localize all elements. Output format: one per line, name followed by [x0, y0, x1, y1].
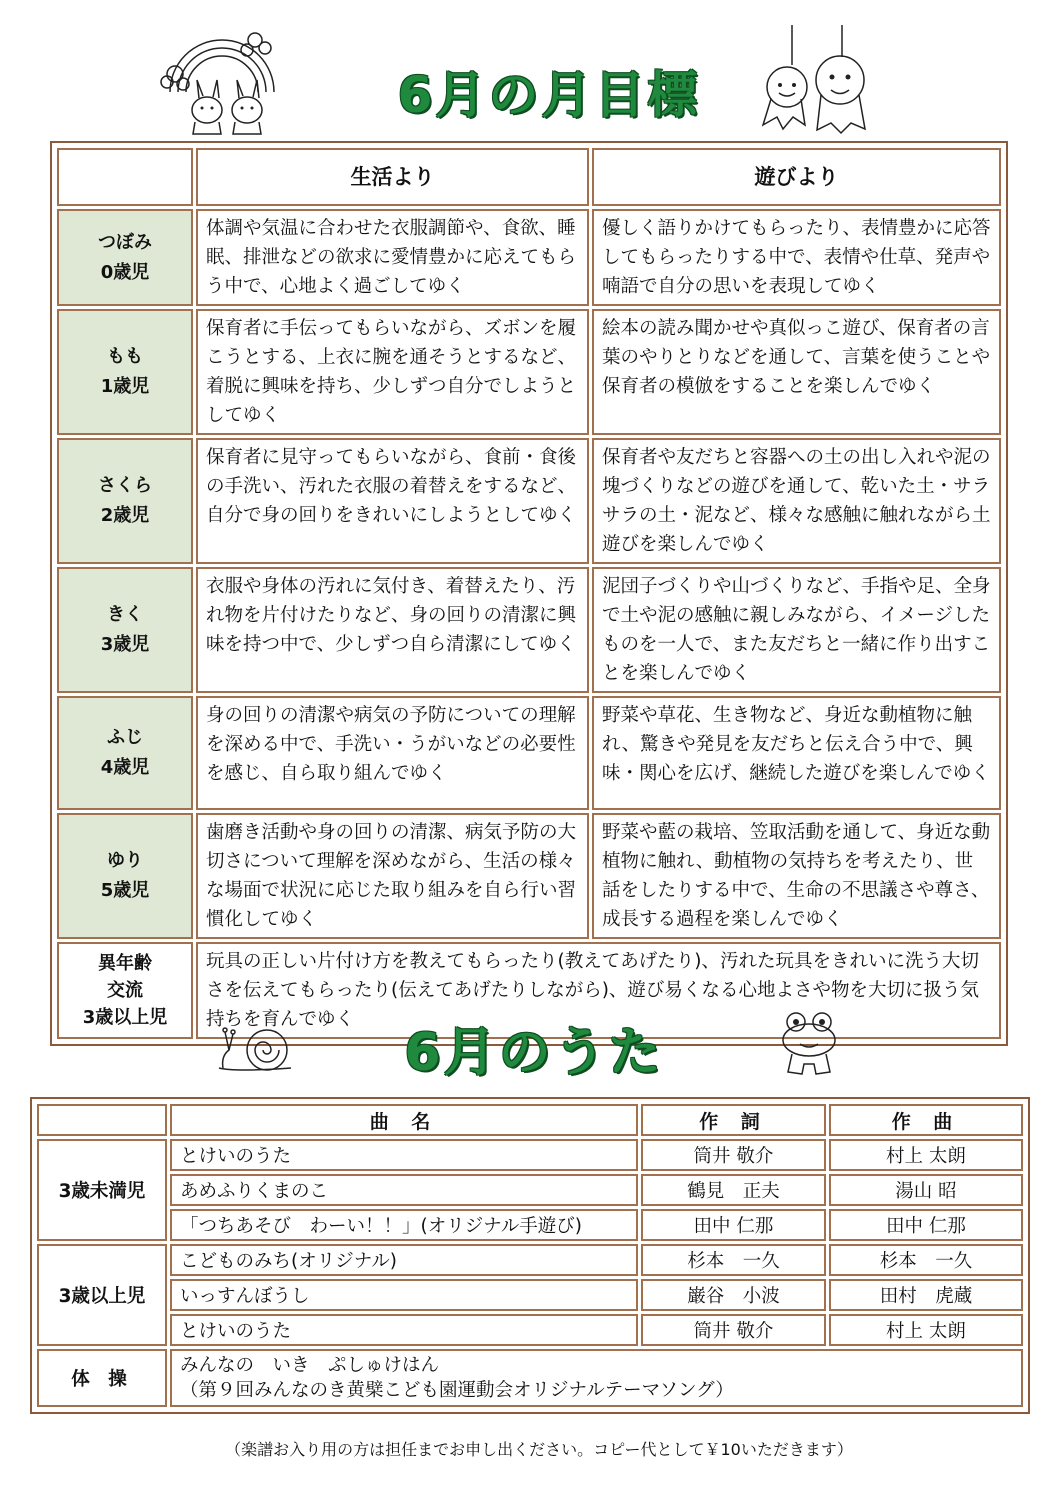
song-row [37, 1139, 1023, 1171]
play-goal: 保育者や友だちと容器への土の出し入れや泥の塊づくりなどの遊びを通して、乾いた土・サラサラの土・泥など、様々な感触に触れながら土遊びを楽しんでゆく [592, 438, 1001, 564]
goal-row-tsubomi [57, 209, 1001, 306]
life-goal: 保育者に手伝ってもらいながら、ズボンを履こうとする、上衣に腕を通そうとするなど、着脱に興味を持ち、少しずつ自分でしようとしてゆく [196, 309, 589, 435]
song-row [37, 1244, 1023, 1276]
life-goal: 体調や気温に合わせた衣服調節や、食欲、睡眠、排泄などの欲求に愛情豊かに応えてもらう中で、心地よく過ごしてゆく [196, 209, 589, 306]
mixed-line3: 3歳以上児 [82, 1007, 168, 1028]
class-age: 1歳児 [100, 376, 150, 397]
lyricist: 筒井 敬介 [641, 1139, 826, 1171]
songs-header-row [37, 1104, 1023, 1136]
class-cell [57, 696, 193, 810]
song-row [37, 1314, 1023, 1346]
song-title: とけいのうた [170, 1314, 638, 1346]
exercise-song-title: みんなの いき ぷしゅけはん [180, 1355, 440, 1376]
class-name: もも [107, 346, 143, 367]
class-age: 0歳児 [100, 261, 150, 283]
goal-row-fuji [57, 696, 1001, 810]
composer: 湯山 昭 [829, 1174, 1023, 1206]
composer: 杉本 一久 [829, 1244, 1023, 1276]
age-group-label: 3歳未満児 [37, 1139, 167, 1241]
life-goal: 衣服や身体の汚れに気付き、着替えたり、汚れ物を片付けたりなど、身の回りの清潔に興味を持つ中で、少しずつ自ら清潔にしてゆく [196, 567, 589, 693]
class-cell [57, 438, 193, 564]
class-cell [57, 567, 193, 693]
play-goal: 泥団子づくりや山づくりなど、手指や足、全身で土や泥の感触に親しみながら、イメージしたものを一人で、また友だちと一緒に作り出すことを楽しんでゆく [592, 567, 1001, 693]
sheet-music-note: （楽譜お入り用の方は担任までお申し出ください。コピー代として￥10いただきます） [225, 1440, 853, 1459]
song-title: とけいのうた [170, 1139, 638, 1171]
song-title: あめふりくまのこ [170, 1174, 638, 1206]
lyricist: 巌谷 小波 [641, 1279, 826, 1311]
play-goal: 野菜や草花、生き物など、身近な動植物に触れ、驚きや発見を友だちと伝え合う中で、興味・関心を広げ、継続した遊びを楽しんでゆく [592, 696, 1001, 810]
composer: 田村 虎蔵 [829, 1279, 1023, 1311]
monthly-goals-table [50, 141, 1008, 1046]
songs-title: 6月のうた [404, 1023, 664, 1083]
songs-corner-cell [37, 1104, 167, 1136]
header-play: 遊びより [592, 148, 1001, 206]
class-age: 2歳児 [100, 505, 150, 526]
song-row [37, 1209, 1023, 1241]
song-row [37, 1279, 1023, 1311]
song-title: いっすんぼうし [170, 1279, 638, 1311]
play-goal: 優しく語りかけてもらったり、表情豊かに応答してもらったりする中で、表情や仕草、発声や喃語で自分の思いを表現してゆく [592, 209, 1001, 306]
mixed-line2: 交流 [107, 980, 143, 1001]
life-goal: 保育者に見守ってもらいながら、食前・食後の手洗い、汚れた衣服の着替えをするなど、自分で身の回りをきれいにしようとしてゆく [196, 438, 589, 564]
play-goal: 野菜や藍の栽培、笠取活動を通して、身近な動植物に触れ、動植物の気持ちを考えたり、世話をしたりする中で、生命の不思議さや尊さ、成長する過程を楽しんでゆく [592, 813, 1001, 939]
exercise-song-note: （第９回みんなのき黄檗こども園運動会オリジナルテーマソング） [180, 1380, 734, 1401]
class-age: 3歳児 [100, 634, 150, 655]
life-goal: 歯磨き活動や身の回りの清潔、病気予防の大切さについて理解を深めながら、生活の様々な場面で状況に応じた取り組みを自ら行い習慣化してゆく [196, 813, 589, 939]
teru-teru-bozu-illustration [757, 25, 877, 135]
frog-illustration [776, 1010, 842, 1080]
header-composer: 作 曲 [829, 1104, 1023, 1136]
composer: 村上 太朗 [829, 1314, 1023, 1346]
lyricist: 杉本 一久 [641, 1244, 826, 1276]
mixed-age-goal: 玩具の正しい片付け方を教えてもらったり(教えてあげたり)、汚れた玩具をきれいに洗う大切さを伝えてもらったり(伝えてあげたりしながら)、遊び易くなる心地よさや物を大切に扱う気持ちを育んでゆく [196, 942, 1001, 1039]
header-lyricist: 作 詞 [641, 1104, 826, 1136]
lyricist: 筒井 敬介 [641, 1314, 826, 1346]
class-name: さくら [98, 475, 152, 496]
class-name: きく [107, 604, 143, 625]
monthly-songs-table [30, 1097, 1030, 1414]
song-title: 「つちあそび わーい！！」(オリジナル手遊び) [170, 1209, 638, 1241]
composer: 村上 太朗 [829, 1139, 1023, 1171]
song-row [37, 1174, 1023, 1206]
goals-corner-cell [57, 148, 193, 206]
goal-row-kiku [57, 567, 1001, 693]
class-cell [57, 813, 193, 939]
play-goal: 絵本の読み聞かせや真似っこ遊び、保育者の言葉のやりとりなどを通して、言葉を使うことや保育者の模倣をすることを楽しんでゆく [592, 309, 1001, 435]
class-name: つぼみ [98, 231, 152, 253]
goal-row-yuri [57, 813, 1001, 939]
header-song-name: 曲 名 [170, 1104, 638, 1136]
lyricist: 田中 仁那 [641, 1209, 826, 1241]
life-goal: 身の回りの清潔や病気の予防についての理解を深める中で、手洗い・うがいなどの必要性を感じ、自ら取り組んでゆく [196, 696, 589, 810]
class-age: 4歳児 [100, 757, 150, 778]
class-age: 5歳児 [100, 880, 150, 901]
composer: 田中 仁那 [829, 1209, 1023, 1241]
song-title: こどものみち(オリジナル) [170, 1244, 638, 1276]
class-name: ふじ [107, 727, 143, 748]
exercise-song [170, 1349, 1023, 1407]
class-cell [57, 209, 193, 306]
mixed-line1: 異年齢 [98, 953, 152, 974]
lyricist: 鶴見 正夫 [641, 1174, 826, 1206]
goal-row-momo [57, 309, 1001, 435]
goals-title: 6月の月目標 [397, 66, 701, 124]
exercise-label: 体 操 [37, 1349, 167, 1407]
exercise-row [37, 1349, 1023, 1407]
class-cell [57, 309, 193, 435]
class-name: ゆり [107, 850, 143, 871]
header-life: 生活より [196, 148, 589, 206]
age-group-label: 3歳以上児 [37, 1244, 167, 1346]
goal-row-sakura [57, 438, 1001, 564]
goals-header-row [57, 148, 1001, 206]
